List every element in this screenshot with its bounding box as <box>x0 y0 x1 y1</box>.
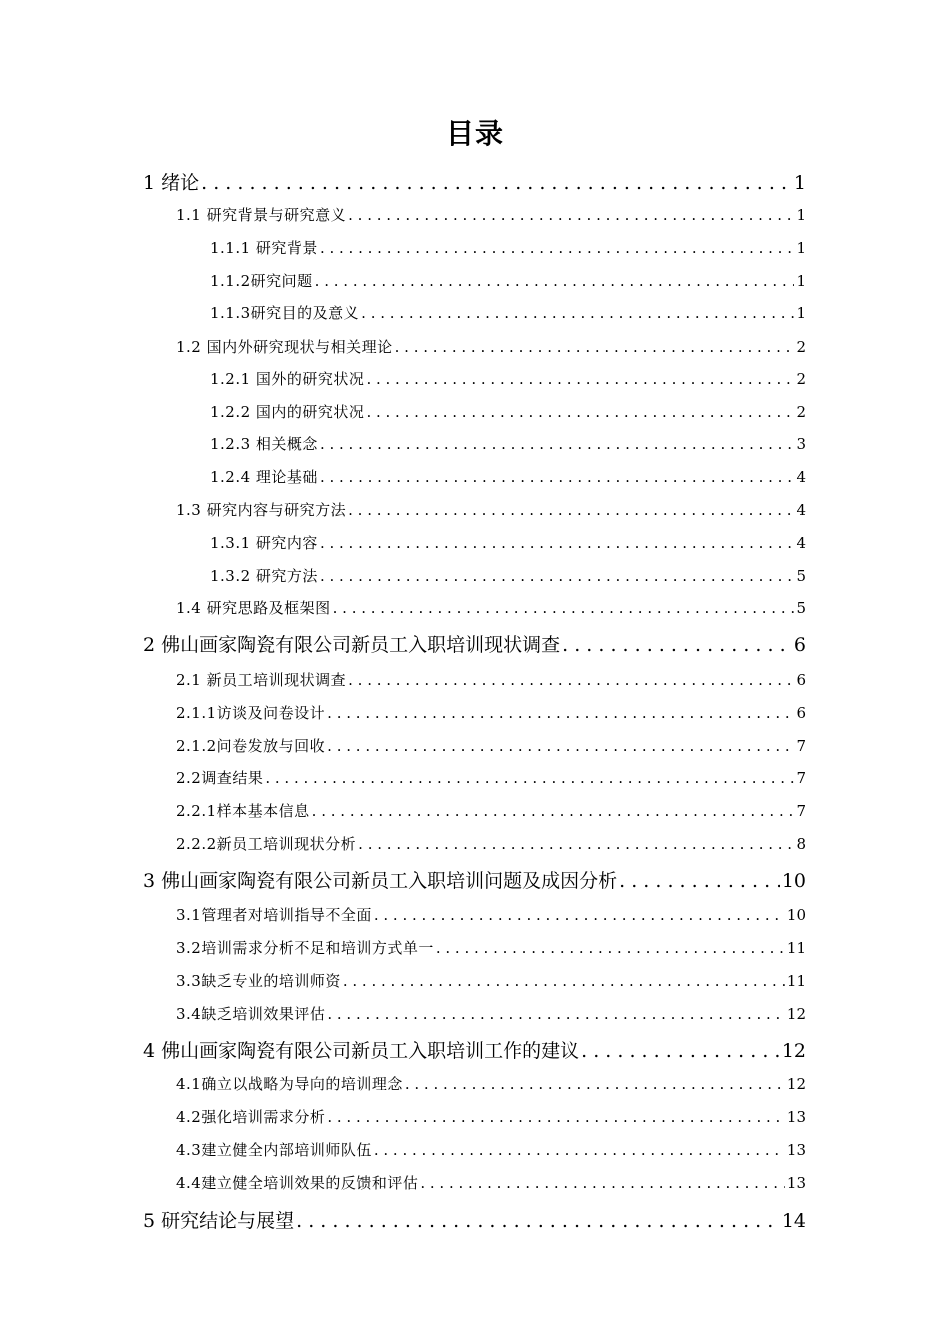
toc-entry-label: 1.2.2 国内的研究状况 <box>210 403 365 421</box>
toc-entry-label: 1 绪论 <box>143 172 200 194</box>
toc-entry-label: 1.3 研究内容与研究方法 <box>176 501 347 519</box>
toc-entry-label: 1.4 研究思路及框架图 <box>176 599 331 617</box>
toc-entry-label: 2 佛山画家陶瓷有限公司新员工入职培训现状调查 <box>143 634 561 656</box>
toc-entry-label: 3.4缺乏培训效果评估 <box>176 1005 326 1023</box>
toc-entry-chapter-1[interactable] <box>143 168 806 195</box>
toc-entry-subsection[interactable] <box>210 532 806 553</box>
dot-leader <box>562 634 792 656</box>
toc-entry-page: 2 <box>796 338 806 356</box>
toc-entry-page: 6 <box>796 671 806 689</box>
toc-entry-label: 2.1 新员工培训现状调查 <box>176 671 347 689</box>
toc-entry-label: 1.2.1 国外的研究状况 <box>210 370 365 388</box>
toc-entry-page: 6 <box>793 634 806 656</box>
toc-entry-label: 1.2.4 理论基础 <box>210 468 318 486</box>
dot-leader <box>358 835 794 853</box>
toc-entry-chapter-3[interactable] <box>143 866 806 893</box>
toc-entry-section[interactable] <box>176 204 806 225</box>
toc-entry-page: 6 <box>796 704 806 722</box>
toc-entry-page: 5 <box>796 599 806 617</box>
toc-entry-page: 2 <box>796 403 806 421</box>
toc-entry-page: 13 <box>786 1174 806 1192</box>
toc-entry-subsection[interactable] <box>210 401 806 422</box>
toc-entry-page: 1 <box>793 172 806 194</box>
toc-entry-label: 1.1.2研究问题 <box>210 272 313 290</box>
toc-entry-label: 1.2 国内外研究现状与相关理论 <box>176 338 393 356</box>
toc-entry-page: 11 <box>786 972 806 990</box>
toc-entry-label: 3 佛山画家陶瓷有限公司新员工入职培训问题及成因分析 <box>143 870 618 892</box>
toc-entry-section[interactable] <box>176 904 806 925</box>
toc-entry-label: 3.3缺乏专业的培训师资 <box>176 972 341 990</box>
toc-entry-section[interactable] <box>176 597 806 618</box>
toc-entry-section[interactable] <box>176 767 806 788</box>
toc-entry-page: 4 <box>796 468 806 486</box>
toc-entry-subsection[interactable] <box>210 466 806 487</box>
toc-entry-page: 1 <box>796 304 806 322</box>
dot-leader <box>436 939 785 957</box>
toc-entry-page: 10 <box>781 870 806 892</box>
toc-entry-subsection[interactable] <box>210 433 806 454</box>
toc-entry-section[interactable] <box>176 669 806 690</box>
dot-leader <box>320 239 795 257</box>
dot-leader <box>343 972 785 990</box>
toc-entry-label: 2.1.2问卷发放与回收 <box>176 737 326 755</box>
toc-entry-label: 4.4建立健全培训效果的反馈和评估 <box>176 1174 419 1192</box>
toc-entry-label: 2.2调查结果 <box>176 769 264 787</box>
toc-entry-chapter-4[interactable] <box>143 1036 806 1063</box>
toc-title: 目录 <box>445 117 504 150</box>
toc-entry-section[interactable] <box>176 499 806 520</box>
toc-entry-page: 1 <box>796 239 806 257</box>
dot-leader <box>320 567 795 585</box>
toc-entry-page: 7 <box>796 737 806 755</box>
toc-entry-section[interactable] <box>176 1106 806 1127</box>
toc-entry-label: 2.2.2新员工培训现状分析 <box>176 835 357 853</box>
toc-entry-label: 1.3.2 研究方法 <box>210 567 318 585</box>
toc-entry-label: 2.1.1访谈及问卷设计 <box>176 704 326 722</box>
dot-leader <box>320 468 795 486</box>
toc-entry-label: 1.1 研究背景与研究意义 <box>176 206 347 224</box>
dot-leader <box>201 172 792 194</box>
dot-leader <box>374 1141 785 1159</box>
dot-leader <box>296 1210 780 1232</box>
toc-entry-label: 1.2.3 相关概念 <box>210 435 318 453</box>
dot-leader <box>327 1005 785 1023</box>
toc-entry-subsection[interactable] <box>210 302 806 323</box>
dot-leader <box>395 338 795 356</box>
toc-entry-subsection[interactable] <box>210 270 806 291</box>
toc-entry-page: 5 <box>796 567 806 585</box>
toc-entry-subsection[interactable] <box>210 368 806 389</box>
dot-leader <box>420 1174 785 1192</box>
dot-leader <box>312 802 795 820</box>
toc-entry-subsection[interactable] <box>176 800 806 821</box>
toc-entry-page: 8 <box>796 835 806 853</box>
toc-entry-chapter-2[interactable] <box>143 630 806 657</box>
toc-entry-page: 4 <box>796 501 806 519</box>
toc-entry-label: 3.2培训需求分析不足和培训方式单一 <box>176 939 434 957</box>
toc-entry-page: 1 <box>796 272 806 290</box>
toc-entry-page: 14 <box>781 1210 806 1232</box>
dot-leader <box>366 403 794 421</box>
toc-entry-label: 3.1管理者对培训指导不全面 <box>176 906 372 924</box>
dot-leader <box>320 435 795 453</box>
toc-entry-subsection[interactable] <box>176 735 806 756</box>
toc-entry-page: 4 <box>796 534 806 552</box>
toc-entry-page: 13 <box>786 1108 806 1126</box>
dot-leader <box>315 272 795 290</box>
toc-entry-section[interactable] <box>176 336 806 357</box>
toc-entry-subsection[interactable] <box>176 702 806 723</box>
toc-entry-label: 4.3建立健全内部培训师队伍 <box>176 1141 372 1159</box>
toc-entry-subsection[interactable] <box>176 833 806 854</box>
toc-entry-page: 12 <box>786 1075 806 1093</box>
toc-entry-page: 10 <box>786 906 806 924</box>
toc-entry-label: 1.1.3研究目的及意义 <box>210 304 360 322</box>
toc-entry-page: 11 <box>786 939 806 957</box>
toc-entry-page: 12 <box>786 1005 806 1023</box>
dot-leader <box>581 1040 780 1062</box>
dot-leader <box>374 906 785 924</box>
dot-leader <box>348 206 794 224</box>
toc-entry-page: 13 <box>786 1141 806 1159</box>
dot-leader <box>348 501 794 519</box>
toc-entry-section[interactable] <box>176 1139 806 1160</box>
toc-entry-chapter-5[interactable] <box>143 1206 806 1233</box>
dot-leader <box>405 1075 785 1093</box>
toc-entry-label: 4.2强化培训需求分析 <box>176 1108 326 1126</box>
toc-entry-label: 1.1.1 研究背景 <box>210 239 318 257</box>
toc-entry-page: 2 <box>796 370 806 388</box>
dot-leader <box>327 737 794 755</box>
toc-entry-section[interactable] <box>176 1172 806 1193</box>
toc-entry-label: 4.1确立以战略为导向的培训理念 <box>176 1075 403 1093</box>
dot-leader <box>327 704 794 722</box>
toc-entry-label: 4 佛山画家陶瓷有限公司新员工入职培训工作的建议 <box>143 1040 580 1062</box>
dot-leader <box>327 1108 785 1126</box>
dot-leader <box>320 534 795 552</box>
toc-entry-page: 3 <box>796 435 806 453</box>
toc-entry-section[interactable] <box>176 1073 806 1094</box>
toc-entry-section[interactable] <box>176 1003 806 1024</box>
dot-leader <box>333 599 795 617</box>
toc-entry-label: 1.3.1 研究内容 <box>210 534 318 552</box>
toc-entry-subsection[interactable] <box>210 237 806 258</box>
dot-leader <box>265 769 794 787</box>
toc-entry-page: 7 <box>796 802 806 820</box>
toc-entry-page: 7 <box>796 769 806 787</box>
toc-entry-page: 1 <box>796 206 806 224</box>
toc-entry-page: 12 <box>781 1040 806 1062</box>
toc-entry-label: 5 研究结论与展望 <box>143 1210 295 1232</box>
dot-leader <box>366 370 794 388</box>
toc-entry-section[interactable] <box>176 937 806 958</box>
toc-entry-section[interactable] <box>176 970 806 991</box>
dot-leader <box>619 870 780 892</box>
dot-leader <box>348 671 794 689</box>
toc-entry-label: 2.2.1样本基本信息 <box>176 802 310 820</box>
dot-leader <box>361 304 794 322</box>
toc-entry-subsection[interactable] <box>210 565 806 586</box>
